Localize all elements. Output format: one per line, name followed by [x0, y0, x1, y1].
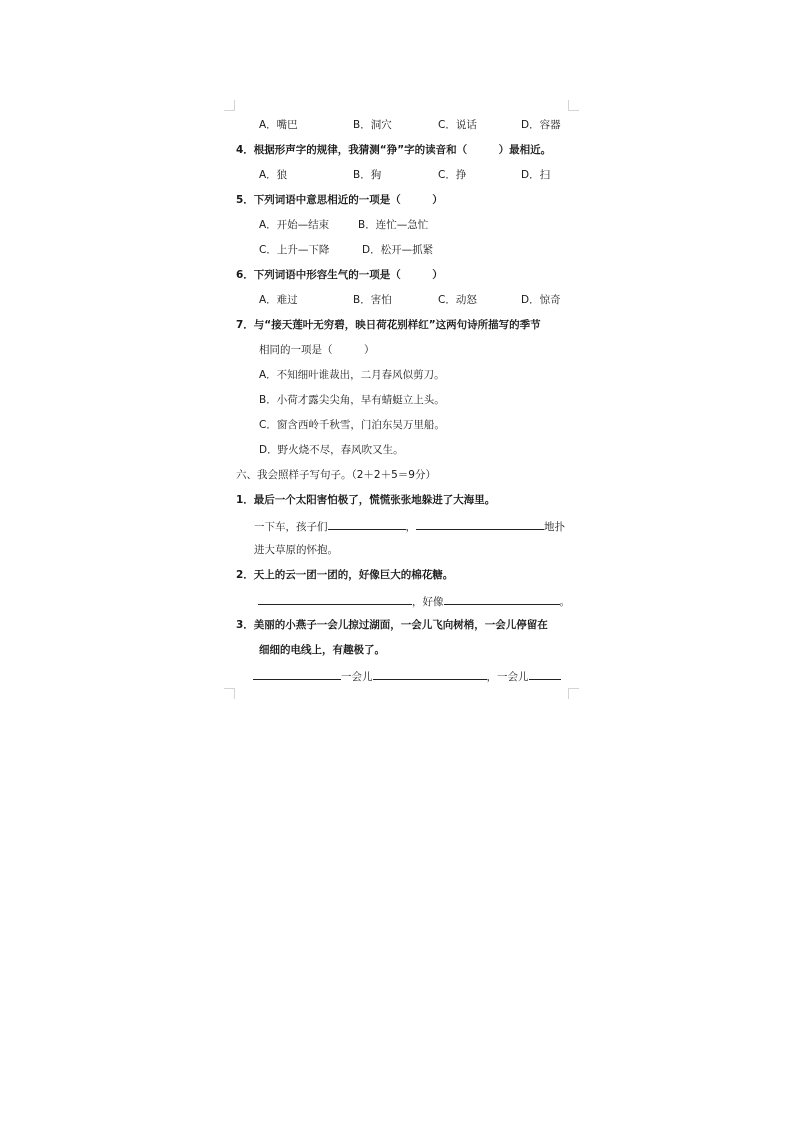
s2-mid: ，好像 [412, 596, 444, 608]
s2-example: 2．天上的云一团一团的，好像巨大的棉花糖。 [236, 569, 454, 581]
q7-option-d: D．野火烧不尽，春风吹又生。 [259, 444, 404, 456]
s3-blank-1[interactable] [253, 668, 341, 680]
q6-stem: 6．下列词语中形容生气的一项是（ ） [236, 269, 443, 281]
q6-option-a: A．难过 [259, 294, 298, 306]
s1-blank-1[interactable] [328, 518, 406, 530]
q5-option-a: A．开始—结束 [259, 219, 330, 231]
q4-option-a: A．狼 [259, 169, 288, 181]
q3-option-d: D．容器 [521, 119, 561, 131]
q7-stem-line1: 7．与“接天莲叶无穷碧，映日荷花别样红”这两句诗所描写的季节 [236, 319, 541, 331]
s2-answer-line [258, 593, 570, 609]
q7-stem-line2: 相同的一项是（ ） [259, 344, 375, 356]
s2-blank-1[interactable] [258, 593, 412, 605]
q7-option-a: A．不知细叶谁裁出，二月春风似剪刀。 [259, 369, 445, 381]
q4-stem: 4．根据形声字的规律，我猜测“狰”字的读音和（ ）最相近。 [236, 144, 552, 156]
s1-answer-line2: 进大草原的怀抱。 [254, 544, 338, 556]
q5-option-c: C．上升—下降 [259, 244, 330, 256]
s1-answer-line1 [254, 518, 565, 534]
q3-option-c: C．说话 [438, 119, 477, 131]
s1-blank-2[interactable] [416, 518, 544, 530]
q7-option-c: C．窗含西岭千秋雪，门泊东吴万里船。 [259, 419, 445, 431]
s1-example: 1．最后一个太阳害怕极了，慌慌张张地躲进了大海里。 [236, 494, 496, 506]
q5-option-b: B．连忙—急忙 [358, 219, 429, 231]
crop-mark-top-right [568, 100, 579, 111]
s3-example-line2: 细细的电线上，有趣极了。 [259, 644, 385, 656]
s1-comma: ， [405, 521, 416, 533]
q3-option-b: B．洞穴 [353, 119, 392, 131]
s3-answer-line [253, 668, 561, 684]
s3-b: ，一会儿 [486, 671, 529, 683]
q6-option-d: D．惊奇 [521, 294, 561, 306]
s2-end: 。 [559, 596, 570, 608]
q6-option-b: B．害怕 [353, 294, 392, 306]
q7-option-b: B．小荷才露尖尖角，早有蜻蜓立上头。 [259, 394, 445, 406]
section-6-heading: 六、我会照样子写句子。（2＋2＋5＝9分） [236, 469, 436, 481]
q4-option-c: C．挣 [438, 169, 467, 181]
s2-blank-2[interactable] [444, 593, 560, 605]
s3-a: 一会儿 [341, 671, 373, 683]
q6-option-c: C．动怒 [438, 294, 477, 306]
s1-prefix: 一下车，孩子们 [254, 521, 328, 533]
q4-option-d: D．扫 [521, 169, 551, 181]
crop-mark-bottom-right [568, 688, 579, 699]
s3-blank-3[interactable] [529, 668, 561, 680]
s1-suffix: 地扑 [544, 521, 565, 533]
q5-option-d: D．松开—抓紧 [362, 244, 434, 256]
q4-option-b: B．狗 [353, 169, 382, 181]
crop-mark-top-left [224, 100, 235, 111]
q3-option-a: A．嘴巴 [259, 119, 298, 131]
s3-example-line1: 3．美丽的小燕子一会儿掠过湖面，一会儿飞向树梢，一会儿停留在 [236, 619, 548, 631]
q5-stem: 5．下列词语中意思相近的一项是（ ） [236, 194, 443, 206]
s3-blank-2[interactable] [373, 668, 487, 680]
crop-mark-bottom-left [224, 688, 235, 699]
